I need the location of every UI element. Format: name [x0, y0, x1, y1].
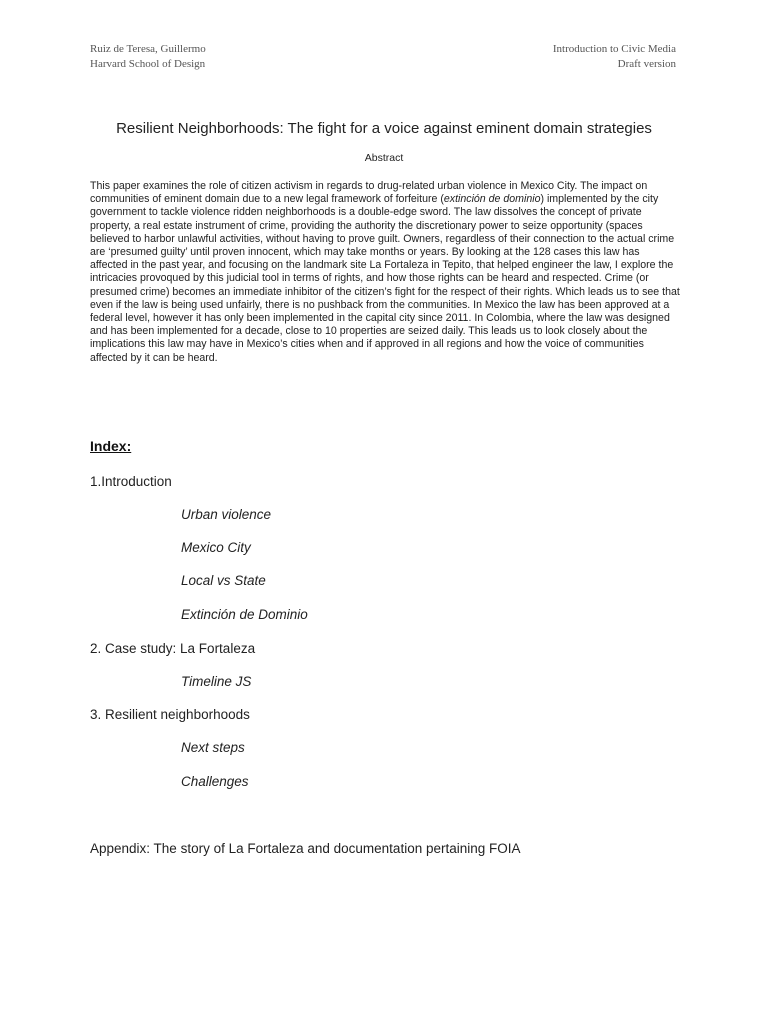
abstract-text-2: ) implemented by the city government to tackle violence ridden neighborhoods is a double-edge sword. The law dissolves the concept of private property, a real estate instrument of crime, providing the authority the discretionary power to seize opportunity (spaces believed to harbor unlawful activities, without having to prove guilt. Owners, regardless of their connection to the actual crime are ‘presumed guilty’ until proven innocent, which may take months or years. By looking at the 128 cases this law has affected in the past year, and focusing on the landmark site La Fortaleza in Tepito, that helped engineer the law, I explore the intricacies provoqued by this judicial tool in terms of rights, and how those rights can be heard and respected. Crime (or presumed crime) becomes an immediate inhibitor of the citizen’s fight for the respect of their rights. Which leads us to see that even if the law is being used unfairly, there is no pushback from the communities. In Mexico the law has been approved at a federal level, however it has only been implemented in the capital city since 2011. In Colombia, where the law was designed and has been implemented for a decade, close to 10 properties are seized daily. This leads us to look closely about the implications this law may have in Mexico’s cities when and if approved in all regions and how the voice of communities affected by it can be heard. [90, 193, 680, 364]
header-left [90, 42, 206, 72]
index-subitem-challenges: Challenges [181, 774, 249, 789]
index-subitem-next-steps: Next steps [181, 740, 245, 755]
index-subitem-local-vs-state: Local vs State [181, 573, 266, 588]
index-subitem-mexico-city: Mexico City [181, 540, 251, 555]
header-right [553, 42, 676, 72]
course-name: Introduction to Civic Media [552, 43, 676, 55]
index-subitem-urban-violence: Urban violence [181, 507, 272, 522]
index-subitem-timeline: Timeline JS [181, 674, 252, 689]
abstract-paragraph [90, 180, 680, 365]
index-item-resilient: 3. Resilient neighborhoods [90, 707, 250, 722]
abstract-heading: Abstract [364, 152, 404, 164]
index-heading: Index: [90, 438, 132, 454]
index-item-introduction: 1.Introduction [90, 474, 172, 489]
index-item-case-study: 2. Case study: La Fortaleza [90, 641, 256, 656]
institution: Harvard School of Design [90, 58, 206, 70]
abstract-italic-term: extinción de dominio [443, 193, 541, 206]
abstract-text-1: This paper examines the role of citizen activism in regards to drug-related urban violence in Mexico City. The impact on communities of eminent domain due to a new legal framework of forfeiture ( [90, 180, 648, 206]
index-subitem-extincion: Extinción de Dominio [181, 607, 308, 622]
draft-version: Draft version [617, 58, 676, 70]
author-name: Ruiz de Teresa, Guillermo [90, 43, 206, 55]
index-item-appendix: Appendix: The story of La Fortaleza and documentation pertaining FOIA [90, 841, 521, 856]
paper-title: Resilient Neighborhoods: The fight for a voice against eminent domain strategies [116, 120, 652, 137]
